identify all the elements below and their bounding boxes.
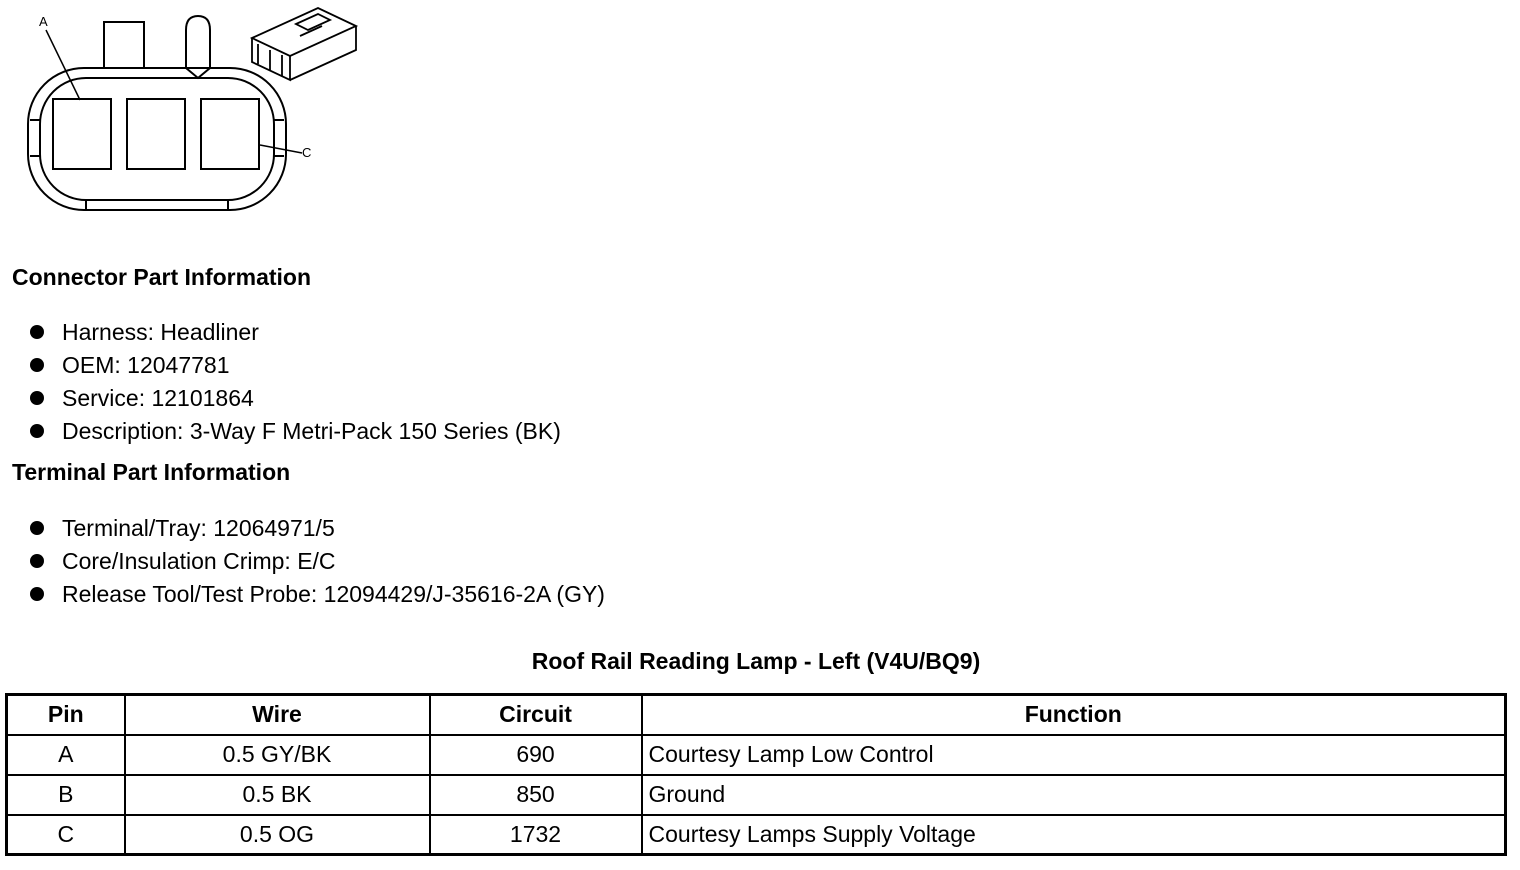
connector-isometric-icon — [252, 8, 356, 80]
cell-circuit: 690 — [430, 735, 642, 775]
header-pin: Pin — [7, 695, 125, 735]
list-item: Service: 12101864 — [30, 382, 561, 415]
list-item: Core/Insulation Crimp: E/C — [30, 545, 605, 578]
connector-housing-outer — [28, 68, 286, 210]
list-item: Harness: Headliner — [30, 316, 561, 349]
cell-circuit: 1732 — [430, 815, 642, 855]
list-item: Terminal/Tray: 12064971/5 — [30, 512, 605, 545]
cell-wire: 0.5 BK — [125, 775, 430, 815]
cell-wire: 0.5 OG — [125, 815, 430, 855]
cell-wire: 0.5 GY/BK — [125, 735, 430, 775]
cell-function: Courtesy Lamp Low Control — [642, 735, 1506, 775]
cell-pin: A — [7, 735, 125, 775]
cavity-c — [201, 99, 259, 169]
table-header-row — [7, 695, 1506, 735]
list-item: Release Tool/Test Probe: 12094429/J-35616-2A (GY) — [30, 578, 605, 611]
header-function: Function — [642, 695, 1506, 735]
header-wire: Wire — [125, 695, 430, 735]
cell-circuit: 850 — [430, 775, 642, 815]
cell-function: Ground — [642, 775, 1506, 815]
cavity-a — [53, 99, 111, 169]
pin-label-a: A — [39, 14, 48, 29]
connector-diagram — [0, 0, 380, 230]
pin-label-c: C — [302, 145, 312, 160]
table-row — [7, 735, 1506, 775]
list-item: OEM: 12047781 — [30, 349, 561, 382]
table-row — [7, 775, 1506, 815]
connector-part-heading: Connector Part Information — [12, 264, 312, 290]
connector-tab-left — [104, 22, 144, 68]
list-item: Description: 3-Way F Metri-Pack 150 Series (BK) — [30, 415, 561, 448]
table-caption: Roof Rail Reading Lamp - Left (V4U/BQ9) — [531, 648, 981, 674]
cavity-b — [127, 99, 185, 169]
connector-housing-inner — [40, 78, 274, 200]
table-row — [7, 815, 1506, 855]
pinout-table — [5, 693, 1507, 856]
header-circuit: Circuit — [430, 695, 642, 735]
terminal-part-list — [30, 512, 605, 611]
cell-pin: B — [7, 775, 125, 815]
terminal-part-heading: Terminal Part Information — [12, 459, 291, 485]
cell-pin: C — [7, 815, 125, 855]
cell-function: Courtesy Lamps Supply Voltage — [642, 815, 1506, 855]
connector-part-list — [30, 316, 561, 448]
